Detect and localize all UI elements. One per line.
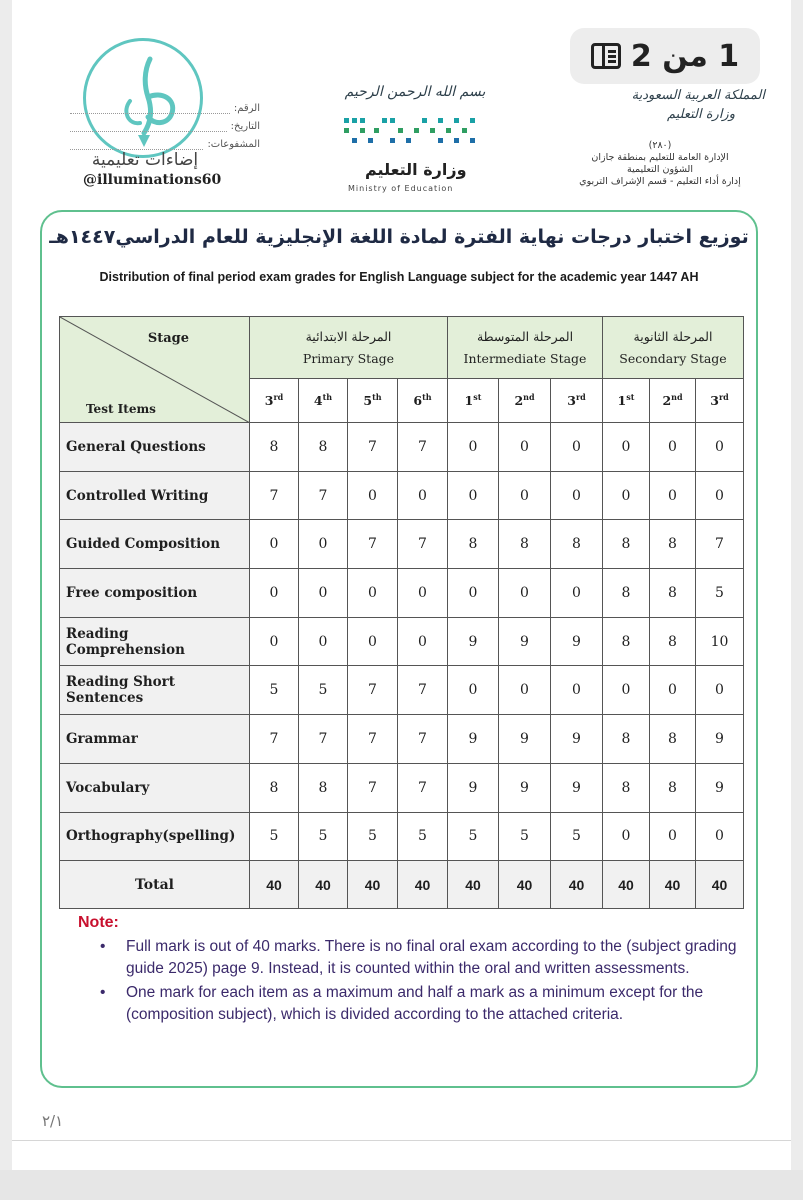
grade-cell: 8	[650, 617, 696, 666]
grade-cell: 5	[299, 666, 348, 715]
grade-cell: 0	[696, 423, 744, 472]
grade-cell: 5	[696, 569, 744, 618]
grade-cell: 0	[499, 569, 551, 618]
grade-cell: 5	[250, 666, 299, 715]
grade-cell: 7	[250, 471, 299, 520]
grade-cell: 0	[448, 471, 499, 520]
grade-cell: 0	[603, 812, 650, 861]
grade-suffix: st	[626, 392, 635, 403]
grade-number: 3	[710, 393, 719, 409]
grade-cell: 0	[348, 569, 398, 618]
row-label: Free composition	[60, 569, 250, 618]
total-cell: 40	[299, 861, 348, 909]
grade-cell: 7	[398, 520, 448, 569]
grade-cell: 9	[551, 763, 603, 812]
total-cell: 40	[603, 861, 650, 909]
grade-cell: 8	[650, 520, 696, 569]
grade-cell: 7	[398, 715, 448, 764]
stage-ar: المرحلة الابتدائية	[305, 328, 392, 344]
row-label: Grammar	[60, 715, 250, 764]
grade-cell: 0	[696, 471, 744, 520]
grade-number: 1	[617, 393, 627, 409]
grade-header	[250, 379, 299, 423]
grade-number: 6	[413, 393, 423, 409]
ministry-name-arabic: وزارة التعليم	[365, 160, 467, 179]
row-label: Controlled Writing	[60, 471, 250, 520]
grade-cell: 0	[398, 617, 448, 666]
grade-cell: 0	[398, 471, 448, 520]
logo-arabic-name: إضاءات تعليمية	[91, 150, 199, 170]
grade-cell: 0	[650, 666, 696, 715]
stage-header-intermediate	[448, 317, 603, 379]
grade-cell: 7	[348, 715, 398, 764]
grade-cell: 8	[603, 763, 650, 812]
grade-cell: 9	[696, 715, 744, 764]
row-label: Reading Comprehension	[60, 617, 250, 666]
grade-header	[348, 379, 398, 423]
table-corner-header	[60, 317, 250, 423]
kingdom-header	[595, 88, 765, 122]
row-label: Reading Short Sentences	[60, 666, 250, 715]
grade-cell: 0	[250, 569, 299, 618]
grade-cell: 9	[448, 715, 499, 764]
ref-attachments-label: المشفوعات:	[207, 139, 260, 150]
grade-cell: 7	[696, 520, 744, 569]
grade-cell: 7	[299, 715, 348, 764]
grades-table	[59, 316, 744, 909]
notes-section	[78, 914, 738, 1028]
grade-cell: 8	[499, 520, 551, 569]
row-label: General Questions	[60, 423, 250, 472]
corner-stage-label: Stage	[147, 331, 189, 346]
grade-header	[650, 379, 696, 423]
grade-header	[299, 379, 348, 423]
grade-cell: 8	[299, 763, 348, 812]
grade-number: 1	[464, 393, 474, 409]
grade-cell: 10	[696, 617, 744, 666]
reference-lines	[70, 96, 260, 150]
reader-icon	[591, 43, 621, 69]
grade-cell: 0	[551, 471, 603, 520]
grade-suffix: th	[322, 392, 333, 403]
grade-number: 2	[662, 393, 672, 409]
note-item: • One mark for each item as a maximum and half a mark as a minimum except for the (composition subject), which is divided according to the attached criteria.	[126, 982, 738, 1026]
row-label: Vocabulary	[60, 763, 250, 812]
table-row	[60, 763, 744, 812]
grade-cell: 7	[398, 763, 448, 812]
kingdom-ministry: وزارة التعليم	[666, 107, 735, 122]
grade-suffix: st	[473, 392, 482, 403]
grade-cell: 7	[348, 666, 398, 715]
grade-cell: 0	[348, 471, 398, 520]
table-row	[60, 520, 744, 569]
grade-cell: 0	[650, 471, 696, 520]
total-cell: 40	[499, 861, 551, 909]
total-cell: 40	[250, 861, 299, 909]
ref-date-label: التاريخ:	[230, 121, 260, 132]
admin-line-3: إدارة أداء التعليم - قسم الإشراف التربوي	[579, 176, 741, 187]
ministry-name-english: Ministry of Education	[348, 184, 454, 193]
grade-number: 2	[514, 393, 524, 409]
grade-cell: 0	[499, 666, 551, 715]
grade-cell: 9	[448, 617, 499, 666]
grade-cell: 0	[299, 617, 348, 666]
grade-cell: 8	[603, 520, 650, 569]
grade-cell: 8	[551, 520, 603, 569]
grade-number: 3	[264, 393, 274, 409]
grade-header	[696, 379, 744, 423]
grade-cell: 8	[650, 763, 696, 812]
ref-number-label: الرقم:	[233, 103, 260, 114]
stage-ar: المرحلة الثانوية	[633, 328, 713, 344]
grade-cell: 0	[696, 812, 744, 861]
total-cell: 40	[551, 861, 603, 909]
grade-header	[551, 379, 603, 423]
grade-cell: 5	[448, 812, 499, 861]
grade-cell: 7	[348, 423, 398, 472]
grade-cell: 0	[603, 471, 650, 520]
stage-ar: المرحلة المتوسطة	[476, 328, 574, 344]
grade-cell: 0	[551, 423, 603, 472]
grade-cell: 0	[448, 666, 499, 715]
grade-cell: 5	[551, 812, 603, 861]
grade-number: 4	[313, 393, 323, 409]
grade-cell: 9	[499, 715, 551, 764]
grade-header	[603, 379, 650, 423]
total-row	[60, 861, 744, 909]
total-label: Total	[60, 861, 250, 909]
next-page-strip	[0, 1170, 803, 1200]
grade-cell: 5	[398, 812, 448, 861]
title-arabic: توزيع اختبار درجات نهاية الفترة لمادة اللغة الإنجليزية للعام الدراسي١٤٤٧هـ	[49, 226, 749, 248]
grade-cell: 0	[499, 423, 551, 472]
ministry-logo-icon	[342, 112, 482, 152]
grade-suffix: nd	[523, 392, 535, 403]
grade-cell: 0	[448, 423, 499, 472]
grade-header	[499, 379, 551, 423]
admin-line-2: الشؤون التعليمية	[627, 164, 693, 175]
content-frame	[40, 210, 758, 1088]
grade-cell: 8	[650, 715, 696, 764]
page-separator	[12, 1140, 791, 1141]
grade-suffix: nd	[671, 392, 683, 403]
grade-cell: 0	[398, 569, 448, 618]
grade-cell: 9	[551, 715, 603, 764]
title-english: Distribution of final period exam grades for English Language subject for the academic year 1447 AH	[99, 270, 699, 284]
grade-cell: 9	[499, 763, 551, 812]
basmala: بسم الله الرحمن الرحيم	[344, 84, 486, 100]
grade-cell: 5	[250, 812, 299, 861]
total-cell: 40	[448, 861, 499, 909]
grade-suffix: th	[372, 392, 382, 403]
table-row	[60, 617, 744, 666]
table-row	[60, 423, 744, 472]
total-cell: 40	[696, 861, 744, 909]
grade-cell: 9	[448, 763, 499, 812]
note-list	[78, 936, 738, 1026]
admin-line-1: الإدارة العامة للتعليم بمنطقة جازان	[591, 152, 729, 163]
grade-cell: 0	[650, 423, 696, 472]
stage-header-primary	[250, 317, 448, 379]
stage-en: Intermediate Stage	[463, 350, 587, 366]
grade-cell: 9	[499, 617, 551, 666]
grade-suffix: rd	[718, 392, 729, 403]
grade-cell: 8	[650, 569, 696, 618]
grade-cell: 8	[299, 423, 348, 472]
grade-header	[398, 379, 448, 423]
page-number: ٢/١	[42, 1112, 64, 1130]
table-row	[60, 812, 744, 861]
stage-en: Primary Stage	[302, 350, 395, 366]
grade-cell: 8	[603, 715, 650, 764]
grade-cell: 8	[250, 423, 299, 472]
grade-cell: 0	[499, 471, 551, 520]
page-indicator-text: 1 من 2	[630, 38, 740, 74]
total-cell: 40	[398, 861, 448, 909]
grade-cell: 8	[448, 520, 499, 569]
table-row	[60, 715, 744, 764]
grade-cell: 5	[299, 812, 348, 861]
note-item: • Full mark is out of 40 marks. There is no final oral exam according to the (subject grading guide 2025) page 9. Instead, it is counted within the oral and written assessments.	[126, 936, 738, 980]
grade-cell: 0	[299, 520, 348, 569]
grade-cell: 0	[551, 569, 603, 618]
grade-cell: 0	[299, 569, 348, 618]
grade-suffix: th	[422, 392, 432, 403]
grade-cell: 9	[696, 763, 744, 812]
grade-cell: 7	[299, 471, 348, 520]
logo-handle: @illuminations60	[83, 172, 222, 188]
table-row	[60, 666, 744, 715]
admin-code: (٢٨٠)	[648, 140, 672, 151]
grade-cell: 5	[348, 812, 398, 861]
grade-cell: 5	[499, 812, 551, 861]
grade-cell: 7	[398, 423, 448, 472]
grade-cell: 0	[250, 520, 299, 569]
grade-cell: 7	[348, 763, 398, 812]
grade-cell: 0	[650, 812, 696, 861]
table-row	[60, 569, 744, 618]
total-cell: 40	[348, 861, 398, 909]
grade-number: 5	[363, 393, 373, 409]
admin-block	[560, 140, 760, 188]
grade-cell: 0	[551, 666, 603, 715]
grade-cell: 0	[696, 666, 744, 715]
grade-cell: 0	[348, 617, 398, 666]
grade-cell: 9	[551, 617, 603, 666]
row-label: Orthography(spelling)	[60, 812, 250, 861]
grade-number: 3	[567, 393, 576, 409]
row-label: Guided Composition	[60, 520, 250, 569]
grade-suffix: rd	[273, 392, 284, 403]
kingdom-name: المملكة العربية السعودية	[631, 88, 765, 103]
grade-suffix: rd	[575, 392, 586, 403]
table-row	[60, 471, 744, 520]
grade-cell: 0	[603, 666, 650, 715]
grade-cell: 8	[250, 763, 299, 812]
grade-cell: 7	[398, 666, 448, 715]
stage-header-secondary	[603, 317, 744, 379]
grade-cell: 8	[603, 617, 650, 666]
grade-cell: 8	[603, 569, 650, 618]
grade-header	[448, 379, 499, 423]
total-cell: 40	[650, 861, 696, 909]
grade-cell: 0	[448, 569, 499, 618]
stage-en: Secondary Stage	[619, 350, 727, 366]
page-indicator[interactable]	[570, 28, 760, 84]
note-title: Note:	[78, 914, 119, 931]
grade-cell: 7	[250, 715, 299, 764]
corner-test-items-label: Test Items	[86, 402, 156, 416]
grade-cell: 0	[603, 423, 650, 472]
grade-cell: 0	[250, 617, 299, 666]
grade-cell: 7	[348, 520, 398, 569]
